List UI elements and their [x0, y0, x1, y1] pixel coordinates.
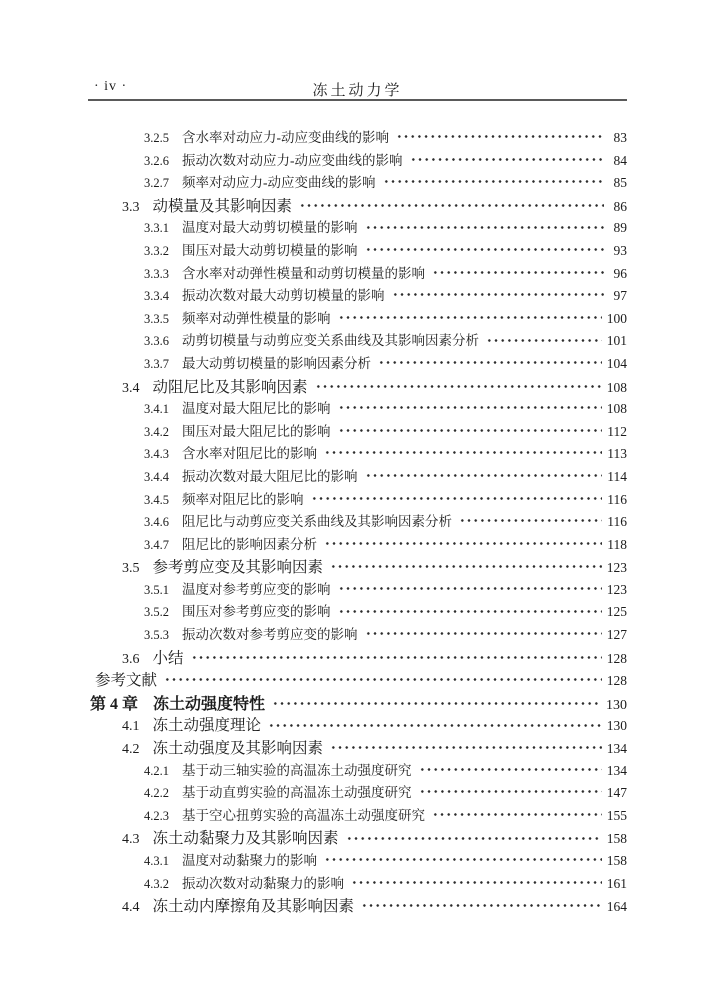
toc-entry-page: 130 [606, 718, 627, 734]
toc-entry-title: 冻土动黏聚力及其影响因素 [152, 830, 339, 848]
dot-leader [419, 786, 602, 797]
toc-entry [90, 804, 627, 827]
toc-entry-page: 108 [606, 401, 627, 417]
toc-entry-page: 84 [613, 152, 627, 168]
toc-entry-page: 83 [613, 130, 627, 145]
dot-leader [330, 742, 602, 753]
toc-entry-number: 4.2.1 [144, 763, 169, 778]
toc-entry-number: 4.2.3 [144, 808, 169, 823]
toc-entry-number: 3.5.2 [144, 605, 169, 620]
toc-entry-title: 频率对阻尼比的影响 [182, 491, 304, 507]
toc-entry-page: 155 [606, 807, 627, 823]
toc-entry-title: 冻土动内摩擦角及其影响因素 [152, 898, 355, 916]
dot-leader [268, 719, 602, 730]
toc-entry-title: 阻尼比与动剪应变关系曲线及其影响因素分析 [182, 514, 452, 530]
toc-entry-page: 86 [613, 198, 627, 214]
toc-entry-title: 冻土动强度及其影响因素 [152, 740, 324, 758]
toc-entry [90, 668, 627, 691]
toc-entry [90, 578, 627, 601]
dot-leader [361, 900, 602, 911]
dot-leader [410, 154, 605, 165]
toc-entry-number: 3.2.5 [144, 131, 169, 145]
dot-leader [338, 312, 602, 323]
toc-entry-number: 3.4.5 [144, 492, 169, 507]
toc-entry-page: 123 [606, 581, 627, 597]
toc-entry-number: 4.4 [122, 900, 140, 916]
toc-entry-number: 3.3.5 [144, 311, 169, 326]
dot-leader [351, 877, 602, 888]
dot-leader [299, 200, 604, 211]
folio-page-number: · iv · [94, 79, 128, 94]
toc-entry-number: 第 4 章 [90, 695, 139, 713]
toc-entry [90, 691, 627, 714]
toc-entry-page: 104 [606, 355, 627, 371]
toc-entry-number: 3.2.7 [144, 176, 169, 191]
toc-entry-page: 96 [613, 265, 627, 281]
toc-entry-title: 振动次数对最大动剪切模量的影响 [182, 288, 385, 304]
toc-entry-number: 4.3 [122, 832, 140, 848]
toc-entry-page: 125 [606, 604, 627, 620]
toc-entry-title: 冻土动强度特性 [153, 695, 266, 713]
toc-entry-number: 3.4.2 [144, 424, 169, 439]
toc-entry-title: 温度对动黏聚力的影响 [182, 853, 317, 868]
toc-entry-page: 100 [606, 310, 627, 326]
dot-leader [365, 470, 603, 481]
dot-leader [396, 131, 604, 142]
toc-entry [90, 713, 627, 736]
toc-entry-number: 3.4.4 [144, 469, 169, 484]
toc-entry [90, 510, 627, 533]
dot-leader [338, 583, 602, 594]
toc-entry-page: 118 [607, 536, 627, 552]
dot-leader [432, 267, 604, 278]
dot-leader [365, 628, 602, 639]
toc-entry-number: 3.3.7 [144, 356, 169, 371]
dot-leader [315, 381, 602, 392]
toc-entry-page: 134 [606, 762, 627, 778]
toc-entry-number: 3.3 [122, 199, 140, 215]
toc-entry-title: 基于动直剪实验的高温冻土动强度研究 [182, 785, 412, 801]
dot-leader [311, 493, 603, 504]
toc-entry-number: 3.4.3 [144, 447, 169, 462]
dot-leader [383, 176, 605, 187]
toc-entry [90, 397, 627, 420]
toc-entry-number: 3.4.1 [144, 402, 169, 417]
toc-entry-page: 128 [606, 650, 627, 666]
toc-entry-page: 128 [606, 673, 627, 689]
toc-entry-number: 3.3.3 [144, 266, 169, 281]
toc-entry [90, 420, 627, 443]
dot-leader [432, 809, 602, 820]
toc-entry-title: 温度对最大动剪切模量的影响 [182, 220, 358, 236]
toc-entry-number: 3.5 [122, 561, 140, 577]
dot-leader [272, 698, 601, 709]
toc-entry [90, 465, 627, 488]
toc-entry-number: 3.4.6 [144, 515, 169, 530]
dot-leader [378, 357, 602, 368]
toc-entry-title: 频率对动应力-动应变曲线的影响 [182, 175, 376, 191]
toc-entry-page: 158 [606, 831, 627, 847]
toc-entry [90, 826, 627, 849]
dot-leader [486, 334, 602, 345]
dot-leader [324, 854, 602, 865]
toc-entry-title: 含水率对动弹性模量和动剪切模量的影响 [182, 265, 425, 281]
toc-entry [90, 781, 627, 804]
toc-entry-number: 4.3.1 [144, 854, 169, 868]
toc-entry-title: 振动次数对参考剪应变的影响 [182, 627, 358, 643]
toc-entry-title: 振动次数对动应力-动应变曲线的影响 [182, 152, 403, 168]
toc-entry [90, 759, 627, 782]
toc-entry-number: 4.3.2 [144, 876, 169, 891]
toc-entry-page: 116 [607, 514, 627, 530]
toc-entry [90, 284, 627, 307]
toc-entry-page: 93 [613, 242, 627, 258]
toc-entry [90, 126, 627, 149]
toc-entry-title: 小结 [152, 649, 184, 667]
toc-entry [90, 646, 627, 669]
toc-entry-title: 振动次数对动黏聚力的影响 [182, 875, 344, 891]
toc-entry [90, 488, 627, 511]
toc-entry-number: 4.2 [122, 742, 140, 758]
toc-entry [90, 149, 627, 172]
toc-entry-page: 158 [606, 853, 627, 868]
toc-entry [90, 736, 627, 759]
toc-entry [90, 872, 627, 895]
toc-entry-number: 3.4 [122, 380, 140, 396]
toc-entry-title: 频率对动弹性模量的影响 [182, 310, 331, 326]
toc-entry [90, 352, 627, 375]
toc-entry-page: 147 [606, 785, 627, 801]
toc-entry-number: 3.2.6 [144, 153, 169, 168]
toc-entry-page: 161 [606, 875, 627, 891]
toc-entry [90, 307, 627, 330]
toc-entry-number: 3.3.6 [144, 334, 169, 349]
toc-entry-number: 3.5.3 [144, 628, 169, 643]
dot-leader [191, 652, 602, 663]
toc-entry-title: 阻尼比的影响因素分析 [182, 536, 317, 552]
toc-entry-title: 动剪切模量与动剪应变关系曲线及其影响因素分析 [182, 333, 479, 349]
toc-entry-number: 4.2.2 [144, 786, 169, 801]
toc-entry-title: 参考剪应变及其影响因素 [152, 559, 324, 577]
toc-entry [90, 375, 627, 398]
toc-entry-title: 参考文献 [95, 672, 158, 690]
dot-leader [365, 221, 605, 232]
toc-entry-title: 冻土动强度理论 [152, 717, 262, 735]
toc-entry-page: 116 [607, 491, 627, 507]
toc-entry [90, 623, 627, 646]
toc-entry-page: 108 [606, 379, 627, 395]
toc-entry-page: 97 [613, 288, 627, 304]
toc-entry-title: 含水率对动应力-动应变曲线的影响 [182, 130, 389, 145]
toc-entry-number: 3.3.1 [144, 221, 169, 236]
toc-entry-page: 89 [613, 220, 627, 236]
table-of-contents [90, 126, 627, 917]
dot-leader [338, 605, 602, 616]
toc-entry-number: 4.1 [122, 719, 140, 735]
dot-leader [392, 289, 605, 300]
dot-leader [324, 447, 602, 458]
toc-entry-title: 基于动三轴实验的高温冻土动强度研究 [182, 762, 412, 778]
toc-entry-title: 温度对最大阻尼比的影响 [182, 401, 331, 417]
toc-entry [90, 894, 627, 917]
toc-entry-title: 围压对最大动剪切模量的影响 [182, 242, 358, 258]
toc-entry-number: 3.4.7 [144, 537, 169, 552]
toc-entry-page: 101 [606, 333, 627, 349]
toc-entry-number: 3.3.4 [144, 289, 169, 304]
toc-entry-title: 最大动剪切模量的影响因素分析 [182, 355, 371, 371]
toc-entry [90, 329, 627, 352]
toc-entry-page: 114 [607, 468, 627, 484]
toc-entry-title: 围压对参考剪应变的影响 [182, 604, 331, 620]
toc-entry-page: 113 [607, 446, 627, 462]
dot-leader [338, 402, 602, 413]
toc-entry-page: 164 [606, 899, 627, 915]
dot-leader [330, 561, 602, 572]
dot-leader [346, 832, 602, 843]
toc-entry-title: 围压对最大阻尼比的影响 [182, 423, 331, 439]
dot-leader [164, 674, 602, 685]
toc-entry-page: 130 [606, 697, 627, 713]
toc-entry-page: 85 [613, 175, 627, 191]
toc-entry-title: 振动次数对最大阻尼比的影响 [182, 468, 358, 484]
toc-entry [90, 216, 627, 239]
toc-entry-page: 123 [606, 560, 627, 576]
header-rule [88, 99, 627, 101]
toc-entry-title: 基于空心扭剪实验的高温冻土动强度研究 [182, 807, 425, 823]
dot-leader [365, 244, 605, 255]
dot-leader [459, 515, 602, 526]
running-header [88, 79, 627, 97]
toc-entry [90, 194, 627, 217]
running-header-title: 冻土动力学 [312, 83, 403, 99]
toc-entry [90, 171, 627, 194]
toc-entry-page: 112 [607, 423, 627, 439]
toc-entry-page: 127 [606, 627, 627, 643]
toc-entry [90, 239, 627, 262]
toc-entry-title: 温度对参考剪应变的影响 [182, 581, 331, 597]
dot-leader [338, 425, 603, 436]
toc-entry-title: 动模量及其影响因素 [152, 197, 293, 215]
toc-entry [90, 600, 627, 623]
toc-entry [90, 442, 627, 465]
dot-leader [419, 764, 602, 775]
toc-entry-number: 3.3.2 [144, 243, 169, 258]
toc-entry-title: 动阻尼比及其影响因素 [152, 378, 308, 396]
toc-entry-number: 3.5.1 [144, 582, 169, 597]
toc-entry-page: 134 [606, 741, 627, 757]
toc-entry [90, 849, 627, 872]
toc-entry [90, 262, 627, 285]
toc-entry-number: 3.6 [122, 651, 140, 667]
dot-leader [324, 538, 602, 549]
toc-entry [90, 555, 627, 578]
toc-entry [90, 533, 627, 556]
toc-entry-title: 含水率对阻尼比的影响 [182, 446, 317, 462]
